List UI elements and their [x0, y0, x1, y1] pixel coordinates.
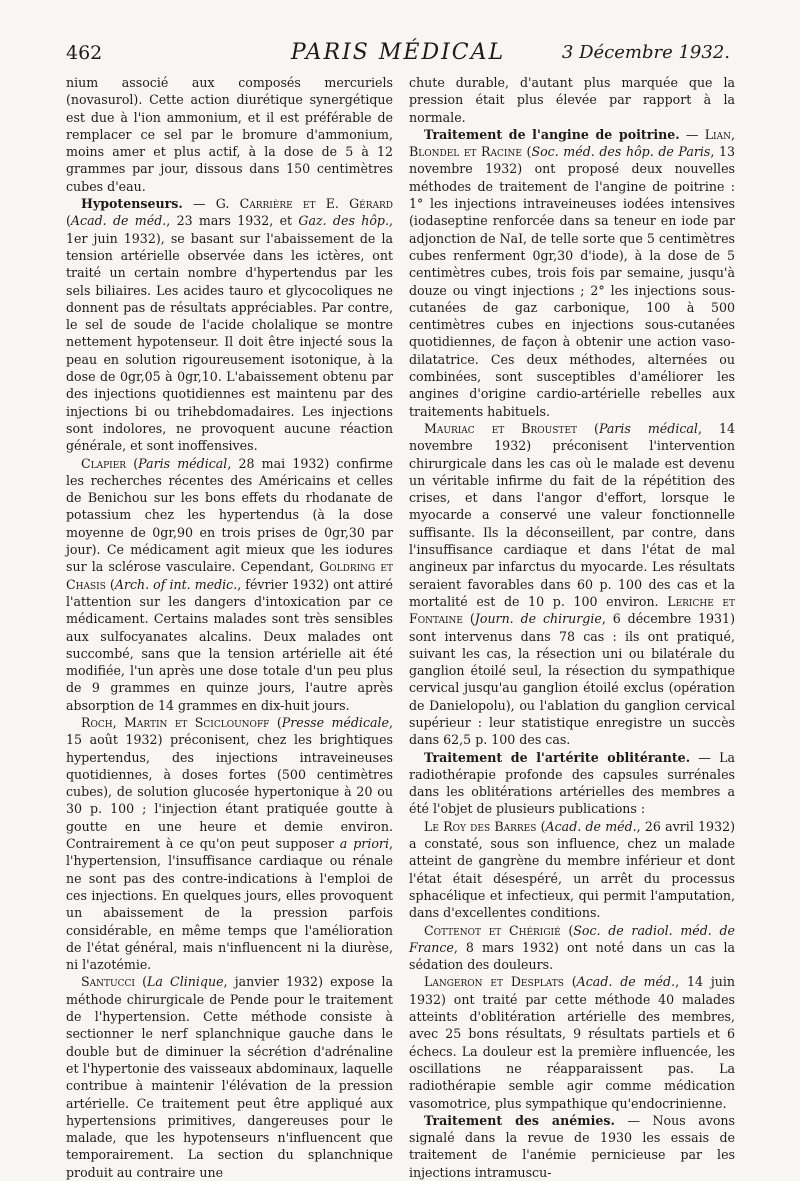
citation: Journ. de chirurgie	[474, 611, 602, 627]
authors: G. Carrière et E. Gérard	[215, 196, 393, 212]
running-header	[66, 38, 730, 68]
left-column	[66, 74, 394, 1180]
authors: Roch, Martin et Sciclounoff	[81, 714, 270, 730]
authors: Lian, Blondel et Racine	[409, 126, 735, 160]
paragraph-anemies: Traitement des anémies. — Nous avons signalé dans la revue de 1930 les essais de traitement de l'anémie pernicieuse par les injections intramuscu-	[409, 1112, 736, 1180]
citation: Acad. de méd.	[545, 818, 637, 834]
paragraph-angine: Traitement de l'angine de poitrine. — Lian, Blondel et Racine (Soc. méd. des hôp. de Paris, 13 novembre 1932) ont proposé deux nouvelles méthodes de traitement de l'angine de poitrine : 1° les injections intraveineuses iodées intensives (iodaseptine renforcée dans sa teneur en iode par adjonction de NaI, de telle sorte que 5 centimètres cubes renferment 0gr,30 d'iode), à la dose de 5 centimètres cubes, trois fois par semaine, jusqu'à douze ou vingt injections ; 2° les injections sous-cutanées de gaz carbonique, 100 à 500 centimètres cubes en injections sous-cutanées quotidiennes, de façon à obtenir une action vaso-dilatatrice. Ces deux méthodes, alternées ou combinées, sont susceptibles d'améliorer les angines d'origine cardio-artérielle rebelles aux traitements habituels.	[409, 126, 736, 419]
paragraph-mauriac: Mauriac et Broustet (Paris médical, 14 novembre 1932) préconisent l'intervention chirurgicale dans les cas où le malade est devenu un véritable infirme du fait de la répétition des crises, et dans l'angor d'effort, lorsque le myocarde a conservé une valeur fonctionnelle suffisante. Ils la déconseillent, par contre, dans l'insuffisance cardiaque et dans l'état de mal angineux par infarctus du myocarde. Les résultats seraient favorables dans 60 p. 100 des cas et la mortalité est de 10 p. 100 environ. Leriche et Fontaine (Journ. de chirurgie, 6 décembre 1931) sont intervenus dans 78 cas : ils ont pratiqué, suivant les cas, la résection uni ou bilatérale du ganglion étoilé seul, la résection du sympathique cervical jusqu'au ganglion étoilé exclus (opération de Danielopolu), ou l'ablation du ganglion cervical supérieur : leur statistique enregistre un succès dans 62,5 p. 100 des cas.	[409, 420, 736, 748]
paragraph-hypotenseurs: Hypotenseurs. — G. Carrière et E. Gérard (Acad. de méd., 23 mars 1932, et Gaz. des hôp., 1er juin 1932), se basant sur l'abaissement de la tension artérielle observée dans les ictères, ont traité un certain nombre d'hypertendus par les sels biliaires. Les acides tauro et glycocoliques ne donnent pas de résultats appréciables. Par contre, le sel de soude de l'acide cholalique se montre nettement hypotenseur. Il doit être injecté sous la peau en solution rigoureusement isotonique, à la dose de 0gr,05 à 0gr,10. L'abaissement obtenu par des injections quotidiennes est maintenu par des injections bi ou trihebdomadaires. Les injections sont indolores, ne provoquent aucune réaction générale, et sont inoffensives.	[66, 196, 394, 454]
latin-phrase: a priori	[339, 836, 389, 852]
paragraph-arterite: Traitement de l'artérite oblitérante. — La radiothérapie profonde des capsules surrénales dans les oblitérations artérielles des membres a été l'objet de plusieurs publications :	[409, 749, 735, 817]
authors: Clapier	[81, 455, 127, 471]
authors: Santucci	[81, 974, 135, 990]
citation: Soc. de radiol. méd. de France	[409, 922, 736, 955]
section-heading: Traitement des anémies.	[424, 1112, 615, 1128]
right-column	[409, 74, 736, 1180]
citation: Arch. of int. medic.	[114, 576, 238, 592]
section-heading: Traitement de l'angine de poitrine.	[424, 126, 680, 142]
authors: Langeron et Desplats	[424, 974, 564, 990]
paragraph-continued: chute durable, d'autant plus marquée que la pression était plus élevée par rapport à la normale.	[409, 75, 735, 125]
paragraph-leroy: Le Roy des Barres (Acad. de méd., 26 avril 1932) a constaté, sous son influence, chez un malade atteint de gangrène du membre inférieur et dont l'état était désespéré, un arrêt du processus sphacélique et infectieux, qui permit l'amputation, dans d'excellentes conditions.	[409, 818, 736, 921]
citation: Acad. de méd.	[70, 213, 167, 229]
issue-date: 3 Décembre 1932.	[561, 42, 730, 63]
authors: Cottenot et Chérigié	[424, 922, 561, 938]
authors: Leriche et Fontaine	[409, 593, 736, 627]
citation: Gaz. des hôp.	[298, 213, 389, 229]
authors: Mauriac et Broustet	[424, 420, 578, 436]
paragraph-clapier: Clapier (Paris médical, 28 mai 1932) confirme les recherches récentes des Américains et celles de Benichou sur les bons effets du rhodanate de potassium chez les hypertendus (à la dose moyenne de 0gr,90 en trois prises de 0gr,30 par jour). Ce médicament agit mieux que les iodures sur la sclérose vasculaire. Cependant, Goldring et Chasis (Arch. of int. medic., février 1932) ont attiré l'attention sur les dangers d'intoxication par ce médicament. Certains malades sont très sensibles aux sulfocyanates alcalins. Deux malades ont succombé, sans que la tension artérielle ait été modifiée, l'un après une dose totale d'un peu plus de 9 grammes en quinze jours, l'autre après absorption de 14 grammes en dix-huit jours.	[66, 455, 393, 713]
paragraph-continued: nium associé aux composés mercuriels (novasurol). Cette action diurétique synergétique est due à l'ion ammonium, et il est préférable de remplacer ce sel par le bromure d'ammonium, moins amer et plus actif, à la dose de 5 à 12 grammes par jour, dissous dans 150 centimètres cubes d'eau.	[66, 75, 393, 194]
paragraph-cottenot: Cottenot et Chérigié (Soc. de radiol. méd. de France, 8 mars 1932) ont noté dans un cas la sédation des douleurs.	[409, 922, 736, 973]
citation: Presse médicale	[281, 714, 389, 730]
paragraph-langeron: Langeron et Desplats (Acad. de méd., 14 juin 1932) ont traité par cette méthode 40 malades atteints d'oblitération artérielle des membres, avec 25 bons résultats, 9 résultats partiels et 6 échecs. La douleur est la première influencée, les oscillations ne réapparaissent pas. La radiothérapie semble agir comme médication vasomotrice, plus sympathique qu'endocrinienne.	[409, 974, 735, 1111]
page-number: 462	[66, 42, 103, 64]
citation: La Clinique	[147, 974, 224, 990]
section-heading: Hypotenseurs.	[81, 196, 183, 212]
authors: Le Roy des Barres	[424, 818, 537, 834]
paragraph-santucci: Santucci (La Clinique, janvier 1932) expose la méthode chirurgicale de Pende pour le traitement de l'hypertension. Cette méthode consiste à sectionner le nerf splanchnique gauche dans le double but de diminuer la sécrétion d'adrénaline et l'hypertonie des vaisseaux abdominaux, laquelle contribue à maintenir l'élévation de la pression artérielle. Ce traitement peut être appliqué aux hypertensions primitives, dangereuses pour le malade, que les hypotenseurs n'influencent que temporairement. La section du splanchnique produit au contraire une	[66, 974, 393, 1180]
citation: Paris médical	[138, 455, 228, 471]
journal-title: PARIS MÉDICAL	[290, 40, 506, 65]
section-heading: Traitement de l'artérite oblitérante.	[424, 749, 691, 765]
paragraph-roch: Roch, Martin et Sciclounoff (Presse médicale, 15 août 1932) préconisent, chez les brightiques hypertendus, des injections intraveineuses quotidiennes, à doses fortes (500 centimètres cubes), de solution glucosée hypertonique à 20 ou 30 p. 100 ; l'injection étant pratiquée goutte à goutte en une heure et demie environ. Contrairement à ce qu'on peut supposer a priori, l'hypertension, l'insuffisance cardiaque ou rénale ne sont pas des contre-indications à l'emploi de ces injections. En quelques jours, elles provoquent un abaissement de la pression parfois considérable, en même temps que l'amélioration de l'état général, mais n'influencent ni la diurèse, ni l'azotémie.	[66, 714, 394, 973]
citation: Paris médical	[598, 420, 698, 436]
authors: Goldring et Chasis	[66, 559, 393, 592]
citation: Acad. de méd.	[576, 974, 676, 990]
citation: Soc. méd. des hôp. de Paris	[531, 144, 711, 160]
